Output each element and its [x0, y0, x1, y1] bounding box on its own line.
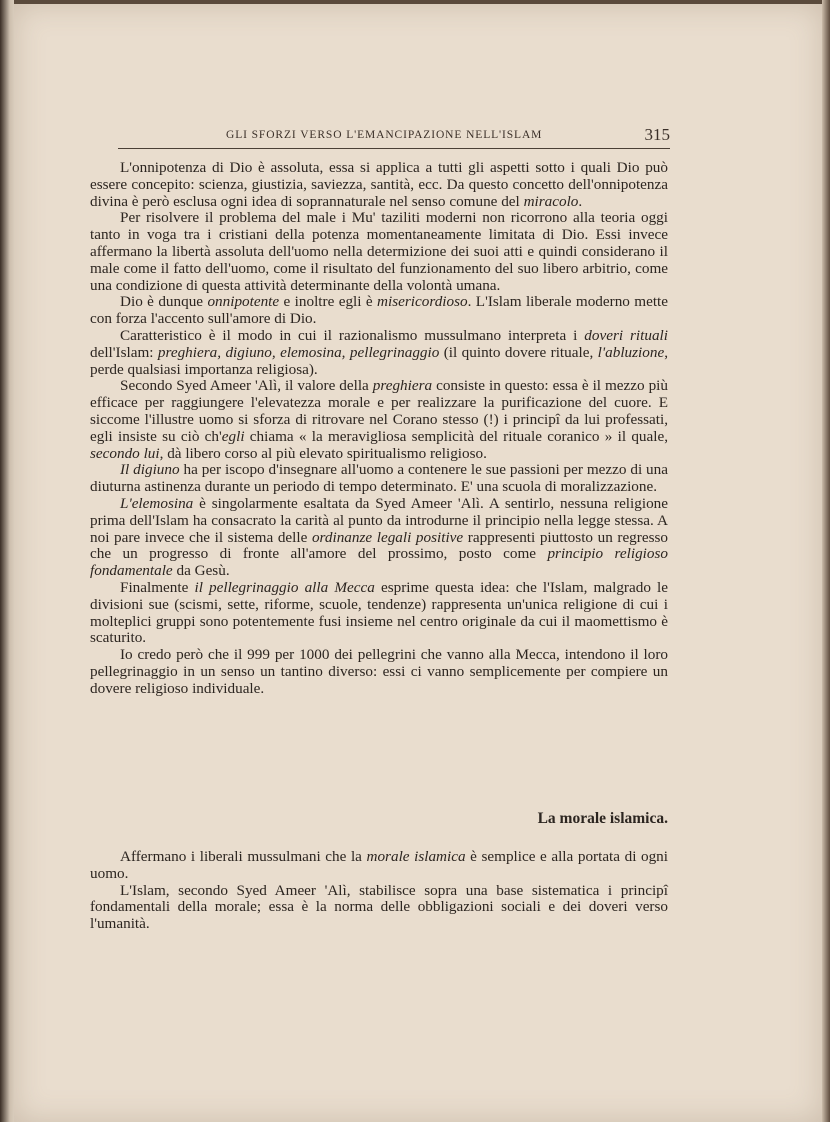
- text-run: da Gesù.: [172, 562, 230, 580]
- italic-text: doveri rituali: [584, 326, 668, 344]
- text-run: dell'Islam:: [90, 343, 158, 361]
- italic-text: principio religioso fondamentale: [90, 545, 668, 580]
- text-run: , dà libero corso al più elevato spiritualismo religioso.: [159, 444, 487, 462]
- main-text: [90, 160, 668, 698]
- paragraph: [90, 378, 668, 462]
- text-run: chiama « la meravigliosa semplicità del rituale coranico » il quale,: [244, 427, 669, 445]
- text-run: L'onnipotenza di Dio è assoluta, essa si applica a tutti gli aspetti sotto i quali Dio può essere concepito: scienza, giustizia, saviezza, santità, ecc. Da questo concetto dell'onnipotenza divina è però esclusa ogni idea di soprannaturale nel senso comune del: [90, 159, 668, 210]
- paragraph: [90, 647, 668, 697]
- paragraph: [90, 294, 668, 328]
- text-run: Finalmente: [120, 578, 195, 596]
- paragraph: [90, 328, 668, 378]
- text-run: rappresenti piuttosto un regresso che un progresso di fronte all'amore del prossimo, posto come: [90, 528, 668, 563]
- page-edge: [822, 0, 830, 1122]
- section-heading: La morale islamica.: [537, 810, 668, 827]
- paragraph: [90, 210, 668, 294]
- italic-text: morale islamica: [366, 848, 466, 865]
- italic-text: l'abluzione: [597, 343, 665, 361]
- text-run: .: [578, 192, 583, 210]
- text-run: è semplice e alla portata di ogni uomo.: [90, 848, 668, 882]
- text-run: , perde qualsiasi importanza religiosa).: [90, 343, 668, 378]
- page-header: [118, 118, 670, 149]
- text-run: e inoltre egli è: [279, 293, 378, 311]
- paragraph: [90, 496, 668, 580]
- italic-text: egli: [221, 427, 245, 445]
- italic-text: onnipotente: [207, 293, 280, 311]
- text-run: L'Islam, secondo Syed Ameer 'Alì, stabilisce sopra una base sistematica i principî fondamentali della morale; essa è la norma delle obbligazioni sociali e dei doveri verso l'umanità.: [90, 881, 668, 933]
- italic-text: Il digiuno: [120, 461, 180, 479]
- text-run: esprime questa idea: che l'Islam, malgrado le divisioni sue (scismi, sette, riforme, scuole, tendenze) rappresenta un'unica religione di cui i molteplici gruppi sono potentemente fusi insieme nel centro originale da cui il maomettismo è scaturito.: [90, 578, 668, 647]
- text-run: ha per iscopo d'insegnare all'uomo a contenere le sue passioni per mezzo di una diuturna astinenza durante un periodo di tempo determinato. E' una scuola di moralizzazione.: [90, 461, 668, 496]
- paragraph: [90, 580, 668, 647]
- text-run: Caratteristico è il modo in cui il razionalismo mussulmano interpreta i: [120, 326, 585, 344]
- italic-text: il pellegrinaggio alla Mecca: [194, 578, 375, 596]
- paragraph: [90, 849, 668, 883]
- text-run: Affermano i liberali mussulmani che la: [120, 848, 367, 865]
- italic-text: misericordioso: [377, 293, 468, 311]
- paragraph: [90, 883, 668, 933]
- italic-text: ordinanze legali positive: [311, 528, 464, 546]
- italic-text: preghiera: [372, 377, 433, 395]
- paragraph: [90, 462, 668, 496]
- book-gutter: [0, 0, 14, 1122]
- text-run: Per risolvere il problema del male i Mu' taziliti moderni non ricorrono alla teoria oggi tanto in voga tra i cristiani della potenza momentaneamente limitata di Dio. Essi invece affermano la libertà assoluta dell'uomo nella determizione dei suoi atti e quindi considerano il male come il fatto dell'uomo, come il risultato del funzionamento del suo libero arbitrio, come una condizione di questa attività determinante della volontà umana.: [90, 209, 668, 294]
- text-run: . L'Islam liberale moderno mette con forza l'accento sull'amore di Dio.: [90, 293, 669, 328]
- italic-text: secondo lui: [90, 444, 160, 462]
- text-run: (il quinto dovere rituale,: [439, 343, 598, 361]
- text-run: è singolarmente esaltata da Syed Ameer 'Alì. A sentirlo, nessuna religione prima dell'Islam ha consacrato la carità al punto da introdurne il principio nella legge stessa. A noi pare invece che il sistema delle: [90, 494, 668, 546]
- paragraph: [90, 160, 668, 210]
- text-run: consiste in questo: essa è il mezzo più efficace per raggiungere l'elevatezza morale e per realizzare la purificazione del cuore. E siccome l'illustre uomo si sforza di ritrovare nel Corano stesso (!) i principî da lui professati, egli insiste su ciò ch': [90, 377, 668, 445]
- italic-text: preghiera, digiuno, elemosina, pellegrinaggio: [157, 343, 440, 361]
- section-text: [90, 849, 668, 933]
- text-run: Dio è dunque: [120, 293, 208, 311]
- italic-text: L'elemosina: [120, 494, 194, 512]
- text-run: Io credo però che il 999 per 1000 dei pellegrini che vanno alla Mecca, intendono il loro pellegrinaggio in un senso un tantino diverso: essi ci vanno semplicemente per compiere un dovere religioso individuale.: [90, 646, 668, 697]
- running-title: GLI SFORZI VERSO L'EMANCIPAZIONE NELL'ISLAM: [226, 129, 543, 141]
- page-number: 315: [644, 125, 670, 144]
- italic-text: miracolo: [523, 192, 579, 210]
- text-run: Secondo Syed Ameer 'Alì, il valore della: [120, 377, 373, 395]
